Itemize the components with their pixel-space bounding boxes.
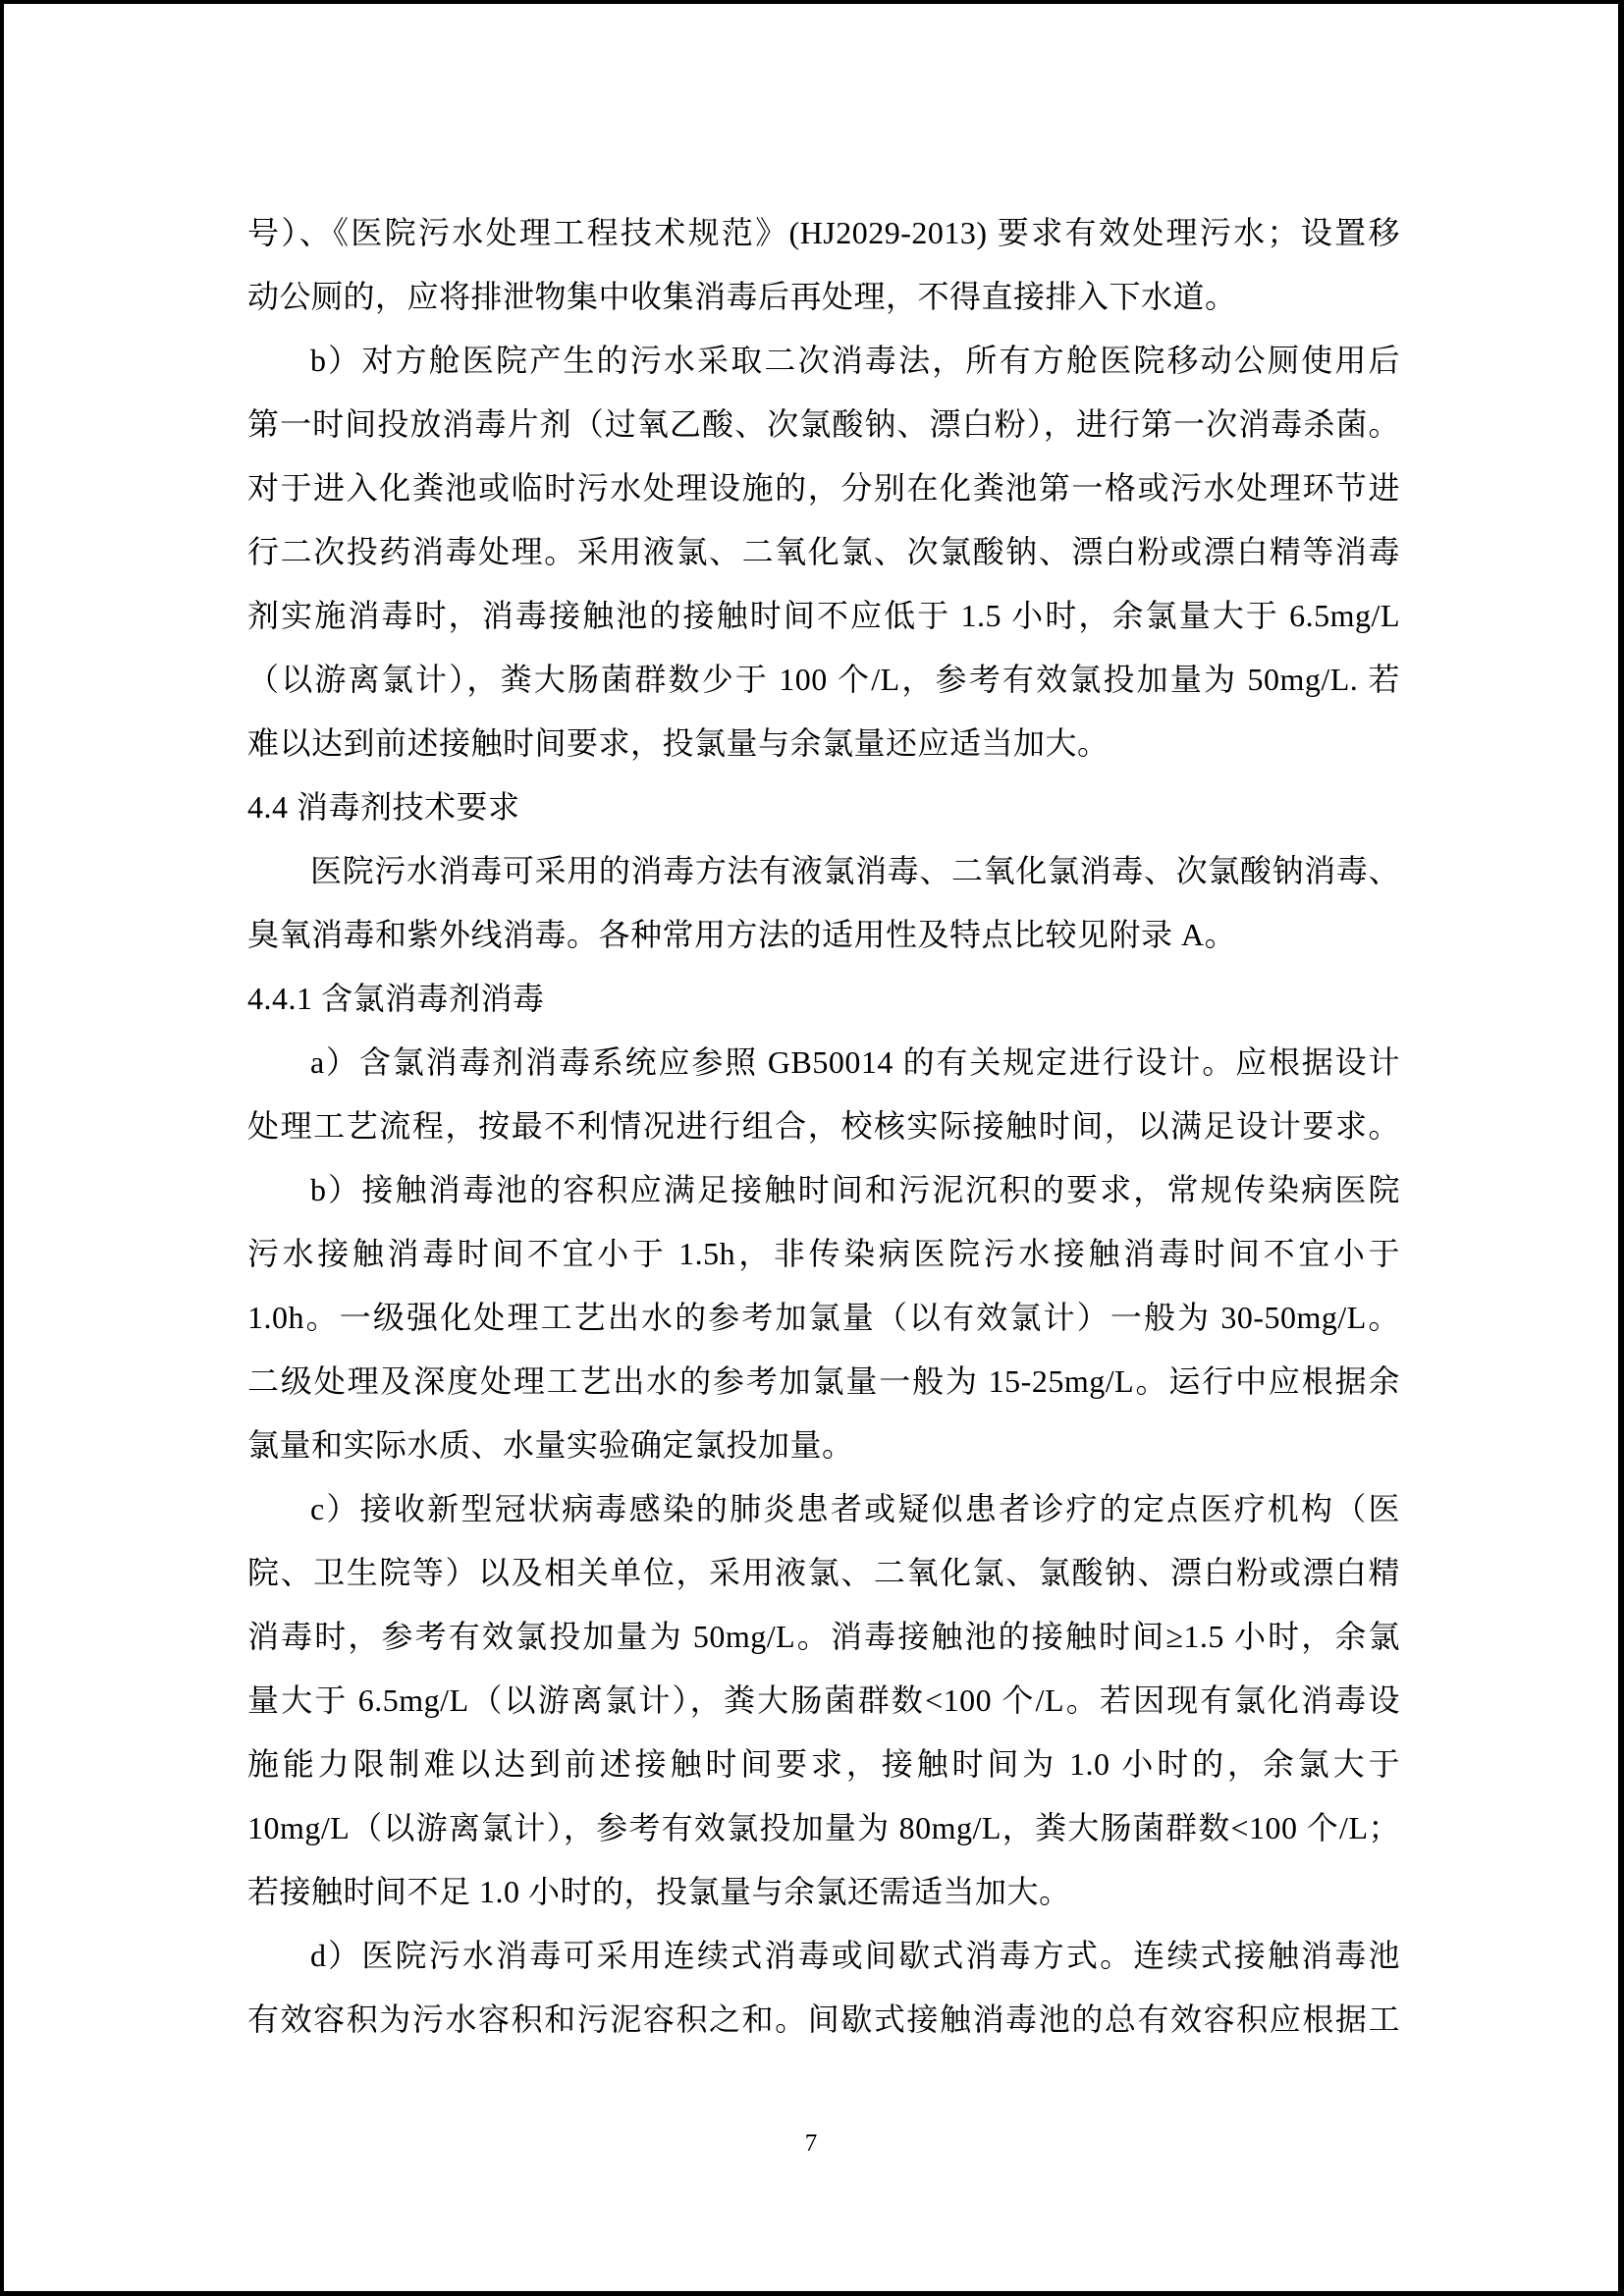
text-line: 氯量和实际水质、水量实验确定氯投加量。	[247, 1427, 854, 1463]
text-line: 臭氧消毒和紫外线消毒。各种常用方法的适用性及特点比较见附录 A。	[247, 917, 1237, 952]
text-line: 院、卫生院等）以及相关单位，采用液氯、二氧化氯、氯酸钠、漂白粉或漂白精	[247, 1555, 1400, 1590]
text-line: 动公厕的，应将排泄物集中收集消毒后再处理，不得直接排入下水道。	[247, 279, 1237, 314]
text-line: 医院污水消毒可采用的消毒方法有液氯消毒、二氧化氯消毒、次氯酸钠消毒、	[310, 853, 1400, 888]
text-line: 二级处理及深度处理工艺出水的参考加氯量一般为 15-25mg/L。运行中应根据余	[247, 1363, 1400, 1399]
text-line: 4.4.1 含氯消毒剂消毒	[247, 981, 545, 1016]
text-block	[247, 201, 1400, 2052]
text-line: 行二次投药消毒处理。采用液氯、二氧化氯、次氯酸钠、漂白粉或漂白精等消毒	[247, 534, 1400, 569]
text-line: 第一时间投放消毒片剂（过氧乙酸、次氯酸钠、漂白粉），进行第一次消毒杀菌。	[247, 406, 1400, 442]
text-line: （以游离氯计），粪大肠菌群数少于 100 个/L，参考有效氯投加量为 50mg/L. 若	[247, 662, 1400, 697]
text-line: 量大于 6.5mg/L（以游离氯计），粪大肠菌群数<100 个/L。若因现有氯化消毒设	[247, 1682, 1400, 1718]
text-line: 处理工艺流程，按最不利情况进行组合，校核实际接触时间，以满足设计要求。	[247, 1108, 1400, 1144]
text-line: c）接收新型冠状病毒感染的肺炎患者或疑似患者诊疗的定点医疗机构（医	[310, 1491, 1400, 1526]
page-number: 7	[804, 2130, 818, 2157]
text-line: 10mg/L（以游离氯计），参考有效氯投加量为 80mg/L，粪大肠菌群数<100 个/L；	[247, 1810, 1400, 1845]
text-line: 污水接触消毒时间不宜小于 1.5h，非传染病医院污水接触消毒时间不宜小于	[247, 1236, 1400, 1271]
text-line: 剂实施消毒时，消毒接触池的接触时间不应低于 1.5 小时，余氯量大于 6.5mg/L	[247, 598, 1400, 633]
text-line: 施能力限制难以达到前述接触时间要求，接触时间为 1.0 小时的，余氯大于	[247, 1746, 1400, 1782]
text-line: a）含氯消毒剂消毒系统应参照 GB50014 的有关规定进行设计。应根据设计	[310, 1044, 1400, 1080]
text-line: 号）、《医院污水处理工程技术规范》(HJ2029-2013) 要求有效处理污水；设置移	[247, 215, 1400, 250]
text-line: 消毒时，参考有效氯投加量为 50mg/L。消毒接触池的接触时间≥1.5 小时，余氯	[247, 1619, 1400, 1654]
text-line: 4.4 消毒剂技术要求	[247, 789, 520, 825]
text-line: b）接触消毒池的容积应满足接触时间和污泥沉积的要求，常规传染病医院	[310, 1172, 1400, 1207]
text-line: 难以达到前述接触时间要求，投氯量与余氯量还应适当加大。	[247, 725, 1110, 761]
text-line: 有效容积为污水容积和污泥容积之和。间歇式接触消毒池的总有效容积应根据工	[247, 2002, 1400, 2037]
text-line: b）对方舱医院产生的污水采取二次消毒法，所有方舱医院移动公厕使用后	[310, 343, 1400, 378]
text-line: 若接触时间不足 1.0 小时的，投氯量与余氯还需适当加大。	[247, 1874, 1071, 1909]
text-line: 1.0h。一级强化处理工艺出水的参考加氯量（以有效氯计）一般为 30-50mg/L。	[247, 1300, 1400, 1335]
text-line: d）医院污水消毒可采用连续式消毒或间歇式消毒方式。连续式接触消毒池	[310, 1938, 1400, 1973]
text-line: 对于进入化粪池或临时污水处理设施的，分别在化粪池第一格或污水处理环节进	[247, 470, 1400, 506]
